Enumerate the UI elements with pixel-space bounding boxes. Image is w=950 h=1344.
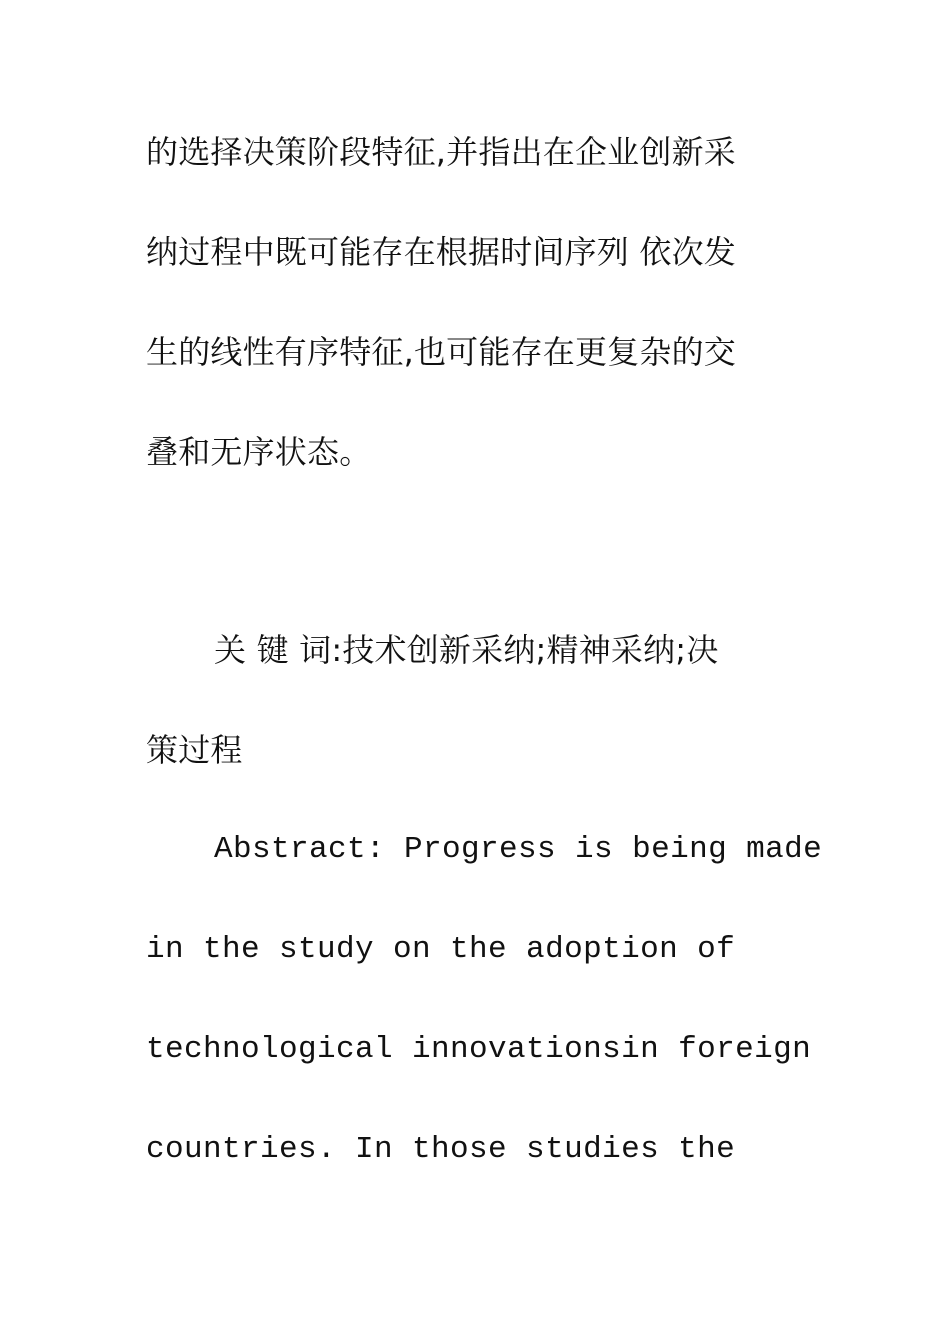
body-text-line: 纳过程中既可能存在根据时间序列 依次发 (146, 233, 736, 271)
keywords-line: 策过程 (146, 731, 243, 769)
abstract-line: in the study on the adoption of (146, 932, 736, 967)
abstract-line: countries. In those studies the (146, 1132, 736, 1167)
abstract-line: technological innovationsin foreign (146, 1032, 812, 1067)
body-text-line: 的选择决策阶段特征,并指出在企业创新采 (146, 133, 736, 171)
keywords-line: 关 键 词:技术创新采纳;精神采纳;决 (214, 631, 719, 669)
body-text-line: 叠和无序状态。 (146, 433, 372, 471)
abstract-line: Abstract: Progress is being made (214, 832, 823, 867)
body-text-line: 生的线性有序特征,也可能存在更复杂的交 (146, 333, 736, 371)
